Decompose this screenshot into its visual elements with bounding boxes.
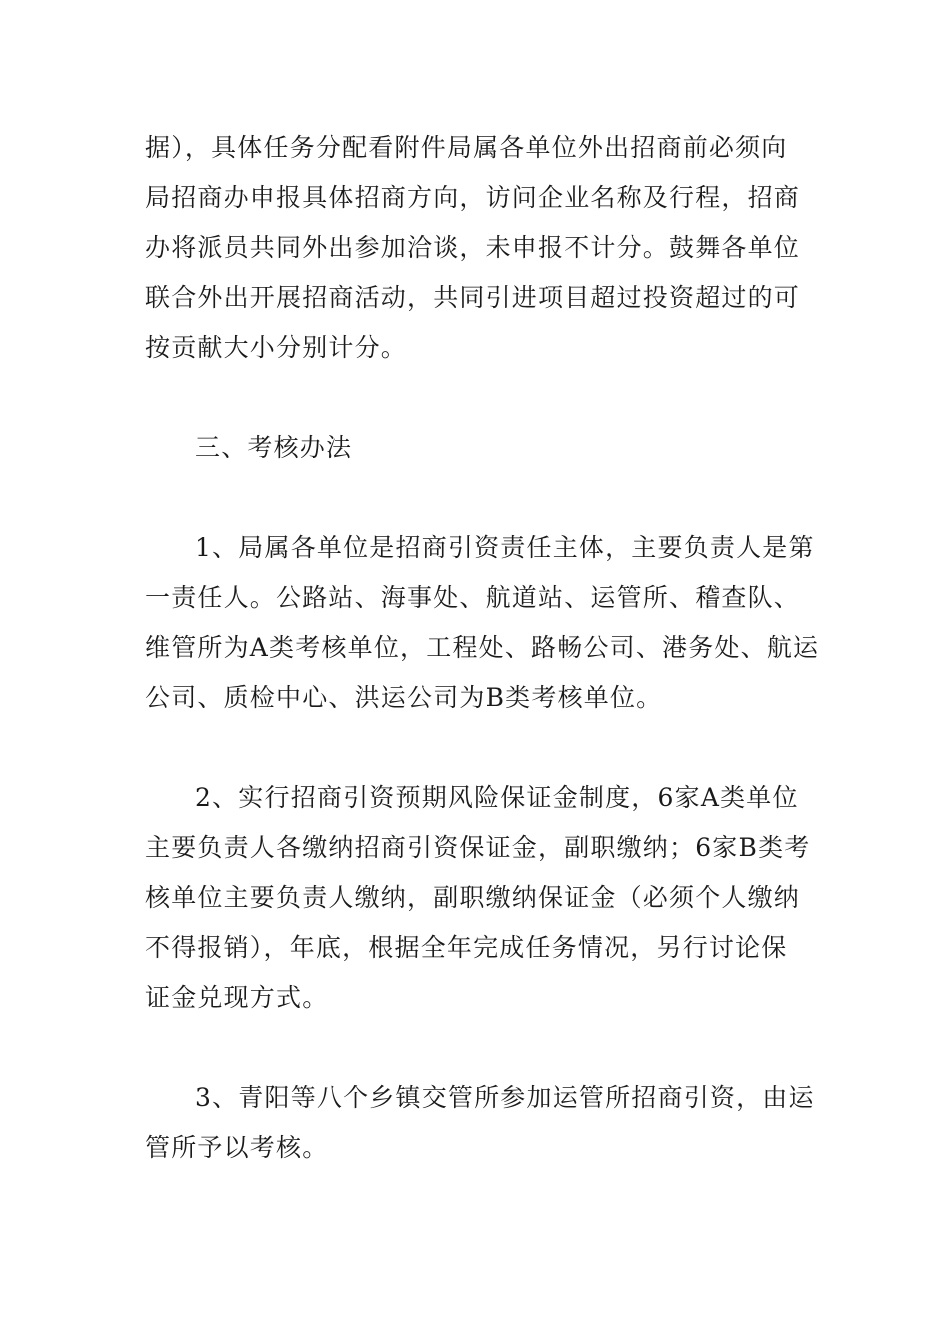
item-2-line: 2、实行招商引资预期风险保证金制度，6家A类单位 — [195, 783, 799, 812]
item-1-line: 公司、质检中心、洪运公司为B类考核单位。 — [145, 683, 663, 712]
section-heading: 三、考核办法 — [195, 433, 353, 462]
item-2-line: 主要负责人各缴纳招商引资保证金，副职缴纳；6家B类考 — [145, 833, 811, 862]
item-1-line: 维管所为A类考核单位，工程处、路畅公司、港务处、航运 — [145, 633, 820, 662]
paragraph-line: 按贡献大小分别计分。 — [145, 333, 408, 362]
paragraph-line: 据），具体任务分配看附件局属各单位外出招商前必须向 — [145, 133, 788, 162]
item-3-line: 管所予以考核。 — [145, 1133, 329, 1162]
paragraph-line: 局招商办申报具体招商方向，访问企业名称及行程，招商 — [145, 183, 801, 212]
item-2-line: 核单位主要负责人缴纳，副职缴纳保证金（必须个人缴纳 — [145, 883, 801, 912]
item-3-line: 3、青阳等八个乡镇交管所参加运管所招商引资，由运 — [195, 1083, 815, 1112]
paragraph-line: 办将派员共同外出参加洽谈，未申报不计分。鼓舞各单位 — [145, 233, 801, 262]
item-1-line: 一责任人。公路站、海事处、航道站、运管所、稽查队、 — [145, 583, 801, 612]
paragraph-line: 联合外出开展招商活动，共同引进项目超过投资超过的可 — [145, 283, 801, 312]
item-2-line: 不得报销），年底，根据全年完成任务情况，另行讨论保 — [145, 933, 788, 962]
item-1-line: 1、局属各单位是招商引资责任主体，主要负责人是第 — [195, 533, 815, 562]
item-2-line: 证金兑现方式。 — [145, 983, 329, 1012]
